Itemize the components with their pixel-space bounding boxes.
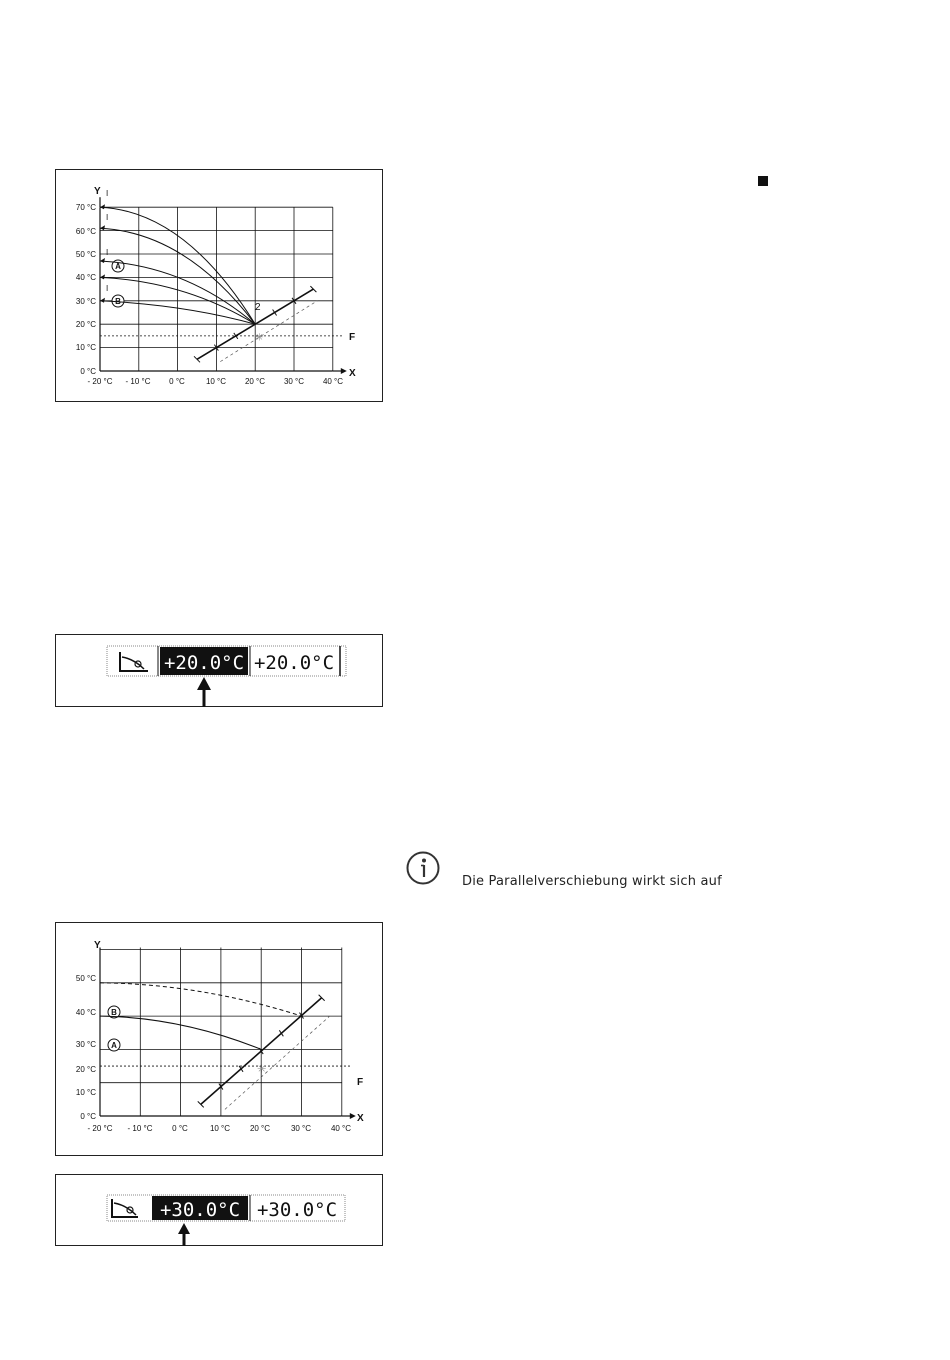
y-tick-label: 20 °C <box>75 320 96 329</box>
y-tick-label: 50 °C <box>75 250 96 259</box>
shift-arrow-line <box>225 1016 330 1109</box>
x-tick-label: - 20 °C <box>87 377 113 386</box>
x-tick-label: 0 °C <box>169 377 185 386</box>
x-tick-label: - 20 °C <box>87 1124 113 1133</box>
lcd-panel-2 <box>56 1175 384 1247</box>
roman-mark: I <box>106 189 109 198</box>
lcd-panel-1 <box>56 635 384 708</box>
info-icon <box>406 851 440 885</box>
y-tick-label: 0 °C <box>80 1112 96 1121</box>
roman-mark: I <box>106 248 109 257</box>
svg-text:A: A <box>115 262 121 271</box>
y-tick-label: 10 °C <box>75 343 96 352</box>
curve-start-arrow <box>100 298 105 303</box>
sun-icon: ✳ <box>257 1062 267 1076</box>
marker-a <box>108 1039 120 1051</box>
x-tick-label: 10 °C <box>205 377 227 386</box>
y-tick-label: 70 °C <box>75 203 96 212</box>
pointer-arrow <box>197 677 211 707</box>
curve-start-arrow <box>100 258 105 263</box>
section-end-marker <box>758 176 768 186</box>
x-tick-label: 30 °C <box>290 1124 312 1133</box>
y-axis-label: Y <box>94 186 101 197</box>
x-tick-label: 20 °C <box>244 377 266 386</box>
current-value: +20.0°C <box>253 652 335 674</box>
x-tick-label: 40 °C <box>330 1124 352 1133</box>
heating-curve-b <box>100 983 302 1016</box>
x-tick-label: 10 °C <box>209 1124 231 1133</box>
y-tick-label: 30 °C <box>75 1040 96 1049</box>
curve-start-arrow <box>100 204 105 209</box>
curve-start-arrow <box>100 225 105 230</box>
controller-display-1 <box>55 634 383 707</box>
y-tick-label: 50 °C <box>75 974 96 983</box>
marker-2: 2 <box>255 302 261 313</box>
roman-mark: I <box>106 213 109 222</box>
current-value: +30.0°C <box>256 1199 338 1221</box>
svg-text:A: A <box>111 1041 117 1050</box>
y-tick-label: 30 °C <box>75 297 96 306</box>
selected-value: +30.0°C <box>159 1199 241 1221</box>
y-tick-label: 40 °C <box>75 273 96 282</box>
heating-curve-figure-2 <box>55 922 383 1156</box>
f-label: F <box>357 1077 364 1088</box>
y-tick-label: 0 °C <box>80 367 96 376</box>
x-tick-label: - 10 °C <box>125 377 151 386</box>
controller-display-2 <box>55 1174 383 1246</box>
y-axis-label: Y <box>94 940 101 951</box>
marker-b <box>112 295 124 307</box>
x-tick-label: 20 °C <box>249 1124 271 1133</box>
svg-text:B: B <box>111 1008 117 1017</box>
x-tick-label: 0 °C <box>172 1124 188 1133</box>
x-axis-arrowhead <box>341 368 347 374</box>
x-axis-label: X <box>357 1113 364 1124</box>
sun-icon: ✳ <box>255 332 264 344</box>
x-axis-label: X <box>349 368 356 379</box>
heating-curve-chart-2 <box>56 923 384 1157</box>
x-tick-label: 30 °C <box>283 377 305 386</box>
pointer-arrow <box>178 1223 190 1246</box>
heating-curve-figure-1 <box>55 169 383 402</box>
roman-mark: I <box>106 284 109 293</box>
x-axis-arrowhead <box>350 1113 356 1119</box>
shift-arrow-line <box>220 301 317 362</box>
x-tick-label: 40 °C <box>322 377 344 386</box>
y-tick-label: 40 °C <box>75 1008 96 1017</box>
y-tick-label: 60 °C <box>75 227 96 236</box>
heating-curve-chart-1 <box>56 170 384 403</box>
x-tick-label: - 10 °C <box>127 1124 153 1133</box>
selected-value: +20.0°C <box>163 652 245 674</box>
info-note-text: Die Parallelverschiebung wirkt sich auf <box>462 874 722 889</box>
curve-start-arrow <box>100 274 105 279</box>
svg-text:B: B <box>115 297 121 306</box>
y-tick-label: 10 °C <box>75 1088 96 1097</box>
y-tick-label: 20 °C <box>75 1065 96 1074</box>
f-label: F <box>349 332 356 343</box>
